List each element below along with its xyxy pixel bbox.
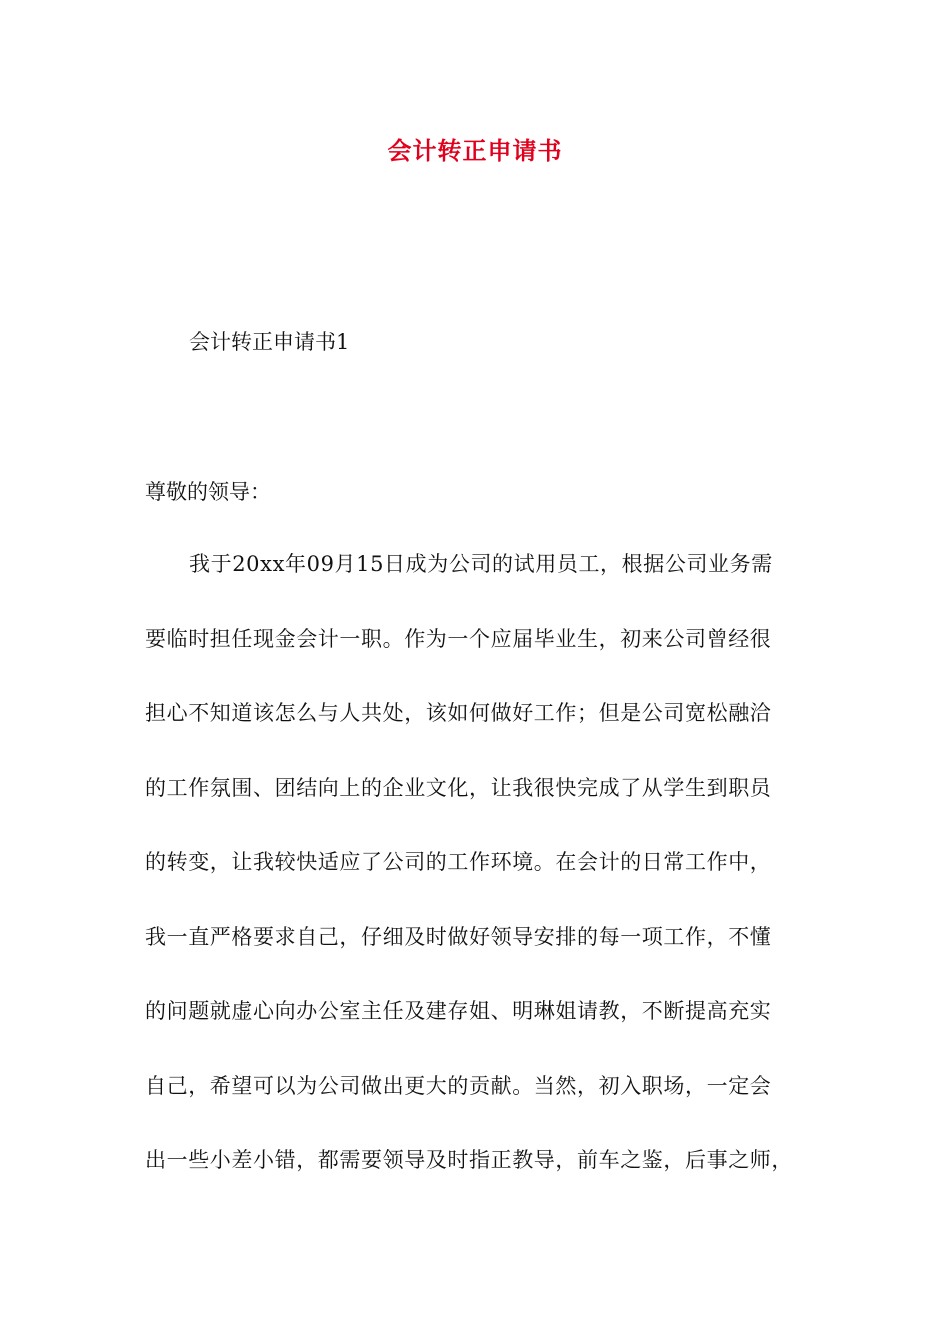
body-line: 出一些小差小错，都需要领导及时指正教导，前车之鉴，后事之师， [145,1148,793,1172]
body-line: 我一直严格要求自己，仔细及时做好领导安排的每一项工作，不懂 [145,924,772,949]
document-title: 会计转正申请书 [387,137,563,165]
body-line: 的转变，让我较快适应了公司的工作环境。在会计的日常工作中， [145,850,772,874]
body-line: 担心不知道该怎么与人共处，该如何做好工作；但是公司宽松融洽 [145,701,772,725]
body-line: 自己，希望可以为公司做出更大的贡献。当然，初入职场，一定会 [145,1073,772,1098]
body-paragraph [145,548,825,1219]
body-line: 我于20xx年09月15日成为公司的试用员工，根据公司业务需 [189,552,773,576]
body-line: 要临时担任现金会计一职。作为一个应届毕业生，初来公司曾经很 [145,626,772,651]
body-line: 的问题就虚心向办公室主任及建存姐、明琳姐请教，不断提高充实 [145,999,772,1023]
section-heading: 会计转正申请书1 [189,330,350,354]
salutation: 尊敬的领导： [145,480,271,504]
body-line: 的工作氛围、团结向上的企业文化，让我很快完成了从学生到职员 [145,775,772,800]
